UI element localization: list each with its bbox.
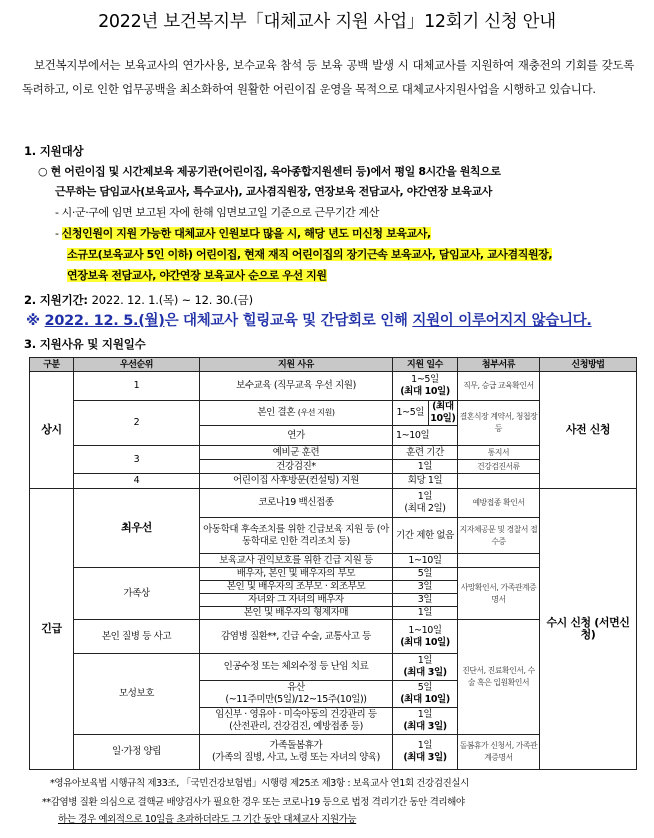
days-cell: 1~10일	[393, 426, 458, 446]
reason-text: 가족돌봄휴가	[269, 740, 323, 751]
notice-mid: 은 대체교사 힐링교육 및 간담회로 인해	[164, 313, 408, 329]
rank-maternity: 모성보호	[74, 654, 200, 735]
reason-cell: 연가	[200, 426, 393, 446]
days-split	[393, 401, 457, 425]
target-bullet-line1: ○ 현 어린이집 및 시간제보육 제공기관(어린이집, 육아종합지원센터 등)에서 평일 8시간을 원칙으로	[38, 165, 501, 178]
reason-cell: 본인 및 배우자의 조부모 · 외조부모	[200, 581, 393, 594]
doc-cell: 통지서	[458, 446, 540, 460]
reason-cell	[200, 735, 393, 770]
doc-cell: 건강검진서류	[458, 460, 540, 474]
target-bullet-line2: 근무하는 담임교사(보육교사, 특수교사), 교사겸직원장, 연장보육 전담교사, 야간연장 보육교사	[55, 185, 492, 198]
header-reason: 지원 사유	[200, 358, 393, 372]
days-cell: 1일	[393, 460, 458, 474]
target-dash2-line1	[55, 225, 431, 241]
days-max: (최대 10일)	[400, 694, 450, 705]
rank-sick: 본인 질병 등 사고	[74, 620, 200, 654]
days-cell	[393, 708, 458, 735]
doc-cell	[458, 554, 540, 568]
period-label: 2. 지원기간:	[24, 293, 88, 307]
reason-cell: 배우자, 본인 및 배우자의 부모	[200, 568, 393, 581]
priority-highlight-3: 연장보육 전담교사, 야간연장 보육교사 순으로 우선 지원	[67, 269, 327, 282]
header-category: 구분	[30, 358, 74, 372]
doc-cell: 예방접종 확인서	[458, 489, 540, 518]
days-cell	[393, 620, 458, 654]
doc-cell: 결혼식장 계약서, 청첩장 등	[458, 401, 540, 446]
notice-mark: ※	[26, 313, 40, 329]
reason-cell	[200, 681, 393, 708]
footnote-2b: 하는 경우 예외적으로 10일을 초과하더라도 그 기간 동안 대체교사 지원가능	[58, 814, 357, 825]
days-cell: 1~10일	[393, 554, 458, 568]
dash-mark: -	[55, 227, 62, 240]
target-dash2-line2	[67, 246, 552, 262]
days-max: (최대 3일)	[403, 721, 447, 732]
doc-cell: 지자체공문 및 경찰서 접수증	[458, 518, 540, 554]
days-value: 1일	[417, 740, 433, 751]
notice-line	[26, 309, 592, 330]
days-cell	[393, 372, 458, 401]
rank-family: 가족상	[74, 568, 200, 620]
reason-note: (~11주미만(5일)/12~15주(10일))	[225, 694, 367, 705]
rank-cell: 3	[74, 446, 200, 474]
days-cell: 1일	[393, 607, 458, 620]
days-max: (최대 10일)	[400, 636, 450, 648]
period-value: 2022. 12. 1.(목) ~ 12. 30.(금)	[91, 293, 253, 307]
days-cell: 3일	[393, 581, 458, 594]
reason-note: (가족의 질병, 사고, 노령 또는 자녀의 양육)	[211, 752, 380, 763]
days-max: (최대 2일)	[404, 503, 446, 514]
days-cell: 5일	[393, 568, 458, 581]
rank-work-family: 일·가정 양립	[74, 735, 200, 770]
reason-text: 임신부 · 영유아 · 미숙아동의 건강관리 등	[215, 709, 377, 720]
days-value: 1~10일	[408, 624, 442, 636]
rank-cell: 2	[74, 401, 200, 446]
category-regular: 상시	[30, 372, 74, 489]
reason-cell: 보수교육 (직무교육 우선 지원)	[200, 372, 393, 401]
table-header-row	[30, 358, 637, 372]
days-max: (최대 10일)	[400, 386, 450, 397]
notice-date: 2022. 12. 5.(월)	[44, 313, 165, 329]
reason-cell: 인공수정 또는 체외수정 등 난임 치료	[200, 654, 393, 681]
table-row	[30, 489, 637, 518]
days-value: 1일	[417, 655, 433, 666]
days-cell: 훈련 기간	[393, 446, 458, 460]
rank-cell: 1	[74, 372, 200, 401]
reason-text: 유산	[287, 682, 305, 693]
days-cell: 회당 1일	[393, 474, 458, 489]
category-urgent: 긴급	[30, 489, 74, 770]
days-value: 1~5일	[393, 401, 428, 425]
notice-end: 지원이 이루어지지 않습니다.	[412, 313, 592, 329]
days-value: 1일	[417, 491, 433, 502]
reason-text: 본인 결혼	[257, 407, 296, 418]
priority-highlight-1: 신청인원이 지원 가능한 대체교사 인원보다 많을 시, 해당 년도 미신청 보육교사,	[61, 227, 431, 240]
reason-note: (산전관리, 건강검진, 예방접종 등)	[229, 721, 363, 732]
days-cell	[393, 735, 458, 770]
days-cell	[393, 654, 458, 681]
footnote-2a: **감염병 질환 의심으로 결핵균 배양검사가 필요한 경우 또는 코로나19 등으로 법정 격리기간 동안 격리해야	[42, 797, 465, 808]
reason-cell: 자녀와 그 자녀의 배우자	[200, 594, 393, 607]
days-cell: 기간 제한 없음	[393, 518, 458, 554]
header-rank: 우선순위	[74, 358, 200, 372]
section1-heading: 1. 지원대상	[24, 144, 84, 158]
reason-cell: 감염병 질환**, 긴급 수술, 교통사고 등	[200, 620, 393, 654]
footnote-1: *영유아보육법 시행규칙 제33조, 「국민건강보험법」시행령 제25조 제3항 : 보육교사 연1회 건강검진실시	[50, 778, 469, 789]
support-table	[29, 357, 637, 770]
header-docs: 첨부서류	[458, 358, 540, 372]
reason-cell	[200, 401, 393, 426]
days-cell: 3일	[393, 594, 458, 607]
reason-cell: 보육교사 권익보호를 위한 긴급 지원 등	[200, 554, 393, 568]
rank-cell: 4	[74, 474, 200, 489]
doc-cell: 돌봄휴가 신청서, 가족관계증명서	[458, 735, 540, 770]
section2-heading	[24, 292, 253, 308]
reason-note: (우선 지원)	[297, 408, 335, 417]
priority-highlight-2: 소규모(보육교사 5인 이하) 어린이집, 현재 재직 어린이집의 장기근속 보육교사, 담임교사, 교사겸직원장,	[67, 248, 553, 261]
intro-paragraph: 보건복지부에서는 보육교사의 연가사용, 보수교육 참석 등 보육 공백 발생 시 대체교사를 지원하여 재충전의 기회를 갖도록 독려하고, 이로 인한 업무공백을 최소화하여 원활한 어린이집 운영을 목적으로 대체교사지원사업을 시행하고 있습니다.	[22, 58, 634, 96]
table-row	[30, 372, 637, 401]
days-value: 5일	[417, 682, 433, 693]
days-cell	[393, 681, 458, 708]
reason-cell	[200, 708, 393, 735]
target-dash1: - 시·군·구에 임면 보고된 자에 한해 임면보고일 기준으로 근무기간 계산	[55, 206, 379, 219]
reason-cell: 본인 및 배우자의 형제자매	[200, 607, 393, 620]
doc-cell: 직무, 승급 교육확인서	[458, 372, 540, 401]
target-dash2-line3	[67, 267, 327, 283]
reason-cell: 건강검진*	[200, 460, 393, 474]
reason-cell: 코로나19 백신접종	[200, 489, 393, 518]
doc-cell	[458, 474, 540, 489]
days-max: (최대 10일)	[430, 401, 456, 424]
days-value: 1일	[417, 709, 433, 720]
apply-urgent: 수시 신청 (서면신청)	[540, 489, 637, 770]
reason-cell: 아동학대 후속조치를 위한 긴급보육 지원 등 (아동학대로 인한 격리조치 등)	[200, 518, 393, 554]
reason-cell: 어린이집 사후방문(컨설팅) 지원	[200, 474, 393, 489]
header-method: 신청방법	[540, 358, 637, 372]
days-max: (최대 3일)	[403, 752, 447, 763]
page-title: 2022년 보건복지부「대체교사 지원 사업」12회기 신청 안내	[98, 12, 556, 32]
doc-cell: 사망확인서, 가족관계증명서	[458, 568, 540, 620]
reason-cell: 예비군 훈련	[200, 446, 393, 460]
rank-top: 최우선	[74, 489, 200, 568]
apply-regular: 사전 신청	[540, 372, 637, 489]
days-value: 1~5일	[411, 374, 439, 385]
section3-heading: 3. 지원사유 및 지원일수	[24, 337, 146, 351]
days-cell	[393, 489, 458, 518]
days-max: (최대 3일)	[403, 667, 447, 678]
doc-cell: 진단서, 진료확인서, 수술 혹은 입원확인서	[458, 620, 540, 735]
days-cell	[393, 401, 458, 426]
header-days: 지원 일수	[393, 358, 458, 372]
